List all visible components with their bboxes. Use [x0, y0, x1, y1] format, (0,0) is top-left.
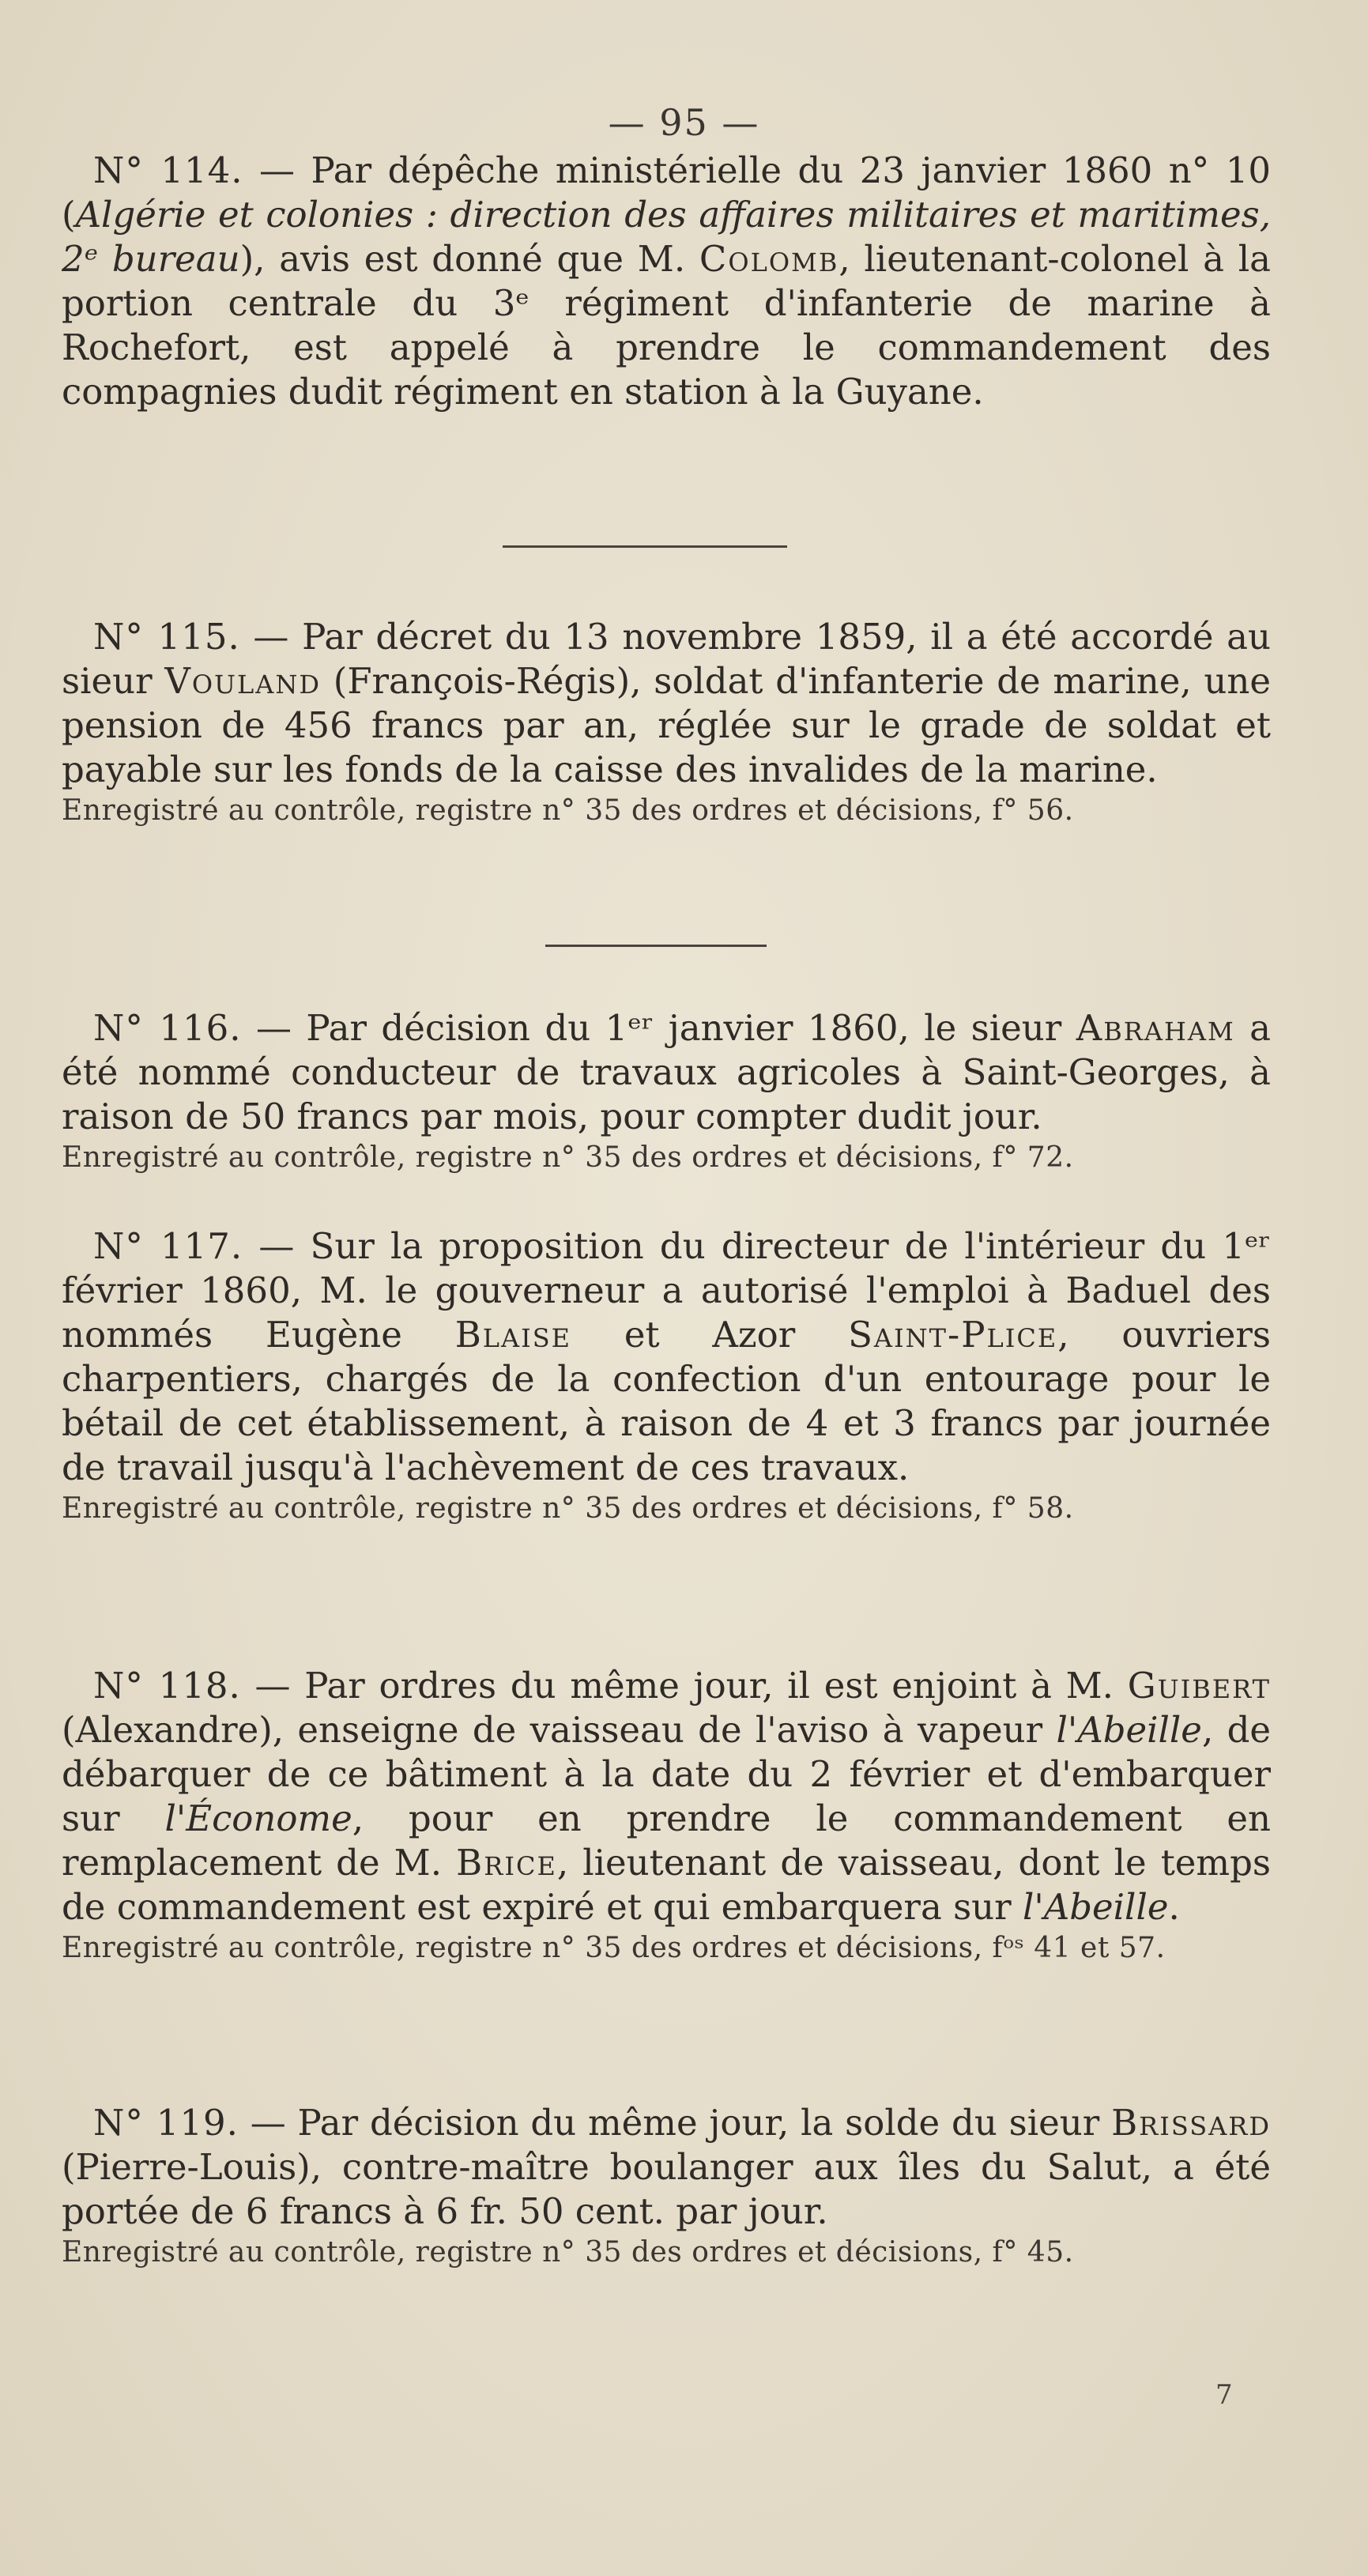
- entry-number: N° 115.: [93, 616, 240, 658]
- register-note: Enregistré au contrôle, registre n° 35 des ordres et décisions, f° 56.: [62, 794, 1074, 827]
- entry-text: N° 119. — Par décision du même jour, la solde du sieur Brissard (Pierre-Louis), contre-maître boulanger aux îles du Salut, a été portée de 6 francs à 6 fr. 50 cent. par jour.: [62, 2102, 1272, 2232]
- person-name: Blaise: [454, 1314, 572, 1356]
- separator-rule: [503, 545, 787, 548]
- bureau-reference: Algérie et colonies : direction des affaires militaires et maritimes, 2ᵉ bureau: [62, 194, 1271, 280]
- person-name: Colomb: [699, 238, 839, 280]
- register-note: Enregistré au contrôle, registre n° 35 des ordres et décisions, fᵒˢ 41 et 57.: [62, 1932, 1166, 1964]
- entry-number: N° 119.: [93, 2102, 239, 2144]
- entry-text: N° 116. — Par décision du 1ᵉʳ janvier 1860, le sieur Abraham a été nommé conducteur de travaux agricoles à Saint-Georges, à raison de 50 francs par mois, pour compter dudit jour.: [62, 1007, 1272, 1137]
- person-name: Abraham: [1076, 1007, 1235, 1049]
- page-number: — 95 —: [608, 101, 760, 144]
- entry-114: [62, 149, 1271, 414]
- entry-text: N° 114. — Par dépêche ministérielle du 23 janvier 1860 n° 10 (Algérie et colonies : direction des affaires militaires et maritimes, 2ᵉ bureau), avis est donné que M. Colomb, lieutenant-colonel à la portion centrale du 3ᵉ régiment d'infanterie de marine à Rochefort, est appelé à prendre le commandement des compagnies dudit régiment en station à la Guyane.: [62, 149, 1271, 413]
- entry-text: N° 115. — Par décret du 13 novembre 1859, il a été accordé au sieur Vouland (François-Régis), soldat d'infanterie de marine, une pension de 456 francs par an, réglée sur le grade de soldat et payable sur les fonds de la caisse des invalides de la marine.: [62, 616, 1271, 790]
- person-name: Vouland: [164, 660, 322, 702]
- entry-119: [62, 2101, 1271, 2272]
- entry-text: N° 117. — Sur la proposition du directeur de l'intérieur du 1ᵉʳ février 1860, M. le gouverneur a autorisé l'emploi à Baduel des nommés Eugène Blaise et Azor Saint-Plice, ouvriers charpentiers, chargés de la confection d'un entourage pour le bétail de cet établissement, à raison de 4 et 3 francs par journée de travail jusqu'à l'achèvement de ces travaux.: [62, 1225, 1272, 1488]
- entry-116: [62, 1006, 1271, 1177]
- person-name: Guibert: [1127, 1665, 1271, 1707]
- ship-name: l'Économe: [164, 1797, 352, 1839]
- entry-text: N° 118. — Par ordres du même jour, il est enjoint à M. Guibert (Alexandre), enseigne de vaisseau de l'aviso à vapeur l'Abeille, de débarquer de ce bâtiment à la date du 2 février et d'embarquer sur l'Économe, pour en prendre le commandement en remplacement de M. Brice, lieutenant de vaisseau, dont le temps de commandement est expiré et qui embarquera sur l'Abeille.: [62, 1665, 1272, 1928]
- entry-number: N° 114.: [93, 149, 243, 191]
- separator-rule: [545, 945, 767, 947]
- register-note: Enregistré au contrôle, registre n° 35 des ordres et décisions, f° 45.: [62, 2236, 1074, 2269]
- person-name: Brissard: [1111, 2102, 1272, 2144]
- person-name: Brice: [456, 1842, 557, 1884]
- entry-118: [62, 1664, 1271, 1967]
- entry-117: [62, 1224, 1271, 1528]
- entry-number: N° 116.: [93, 1007, 242, 1049]
- person-name: Saint-Plice: [848, 1314, 1058, 1356]
- ship-name: l'Abeille: [1056, 1709, 1202, 1751]
- entry-number: N° 117.: [93, 1225, 243, 1267]
- register-note: Enregistré au contrôle, registre n° 35 des ordres et décisions, f° 72.: [62, 1141, 1074, 1174]
- register-note: Enregistré au contrôle, registre n° 35 des ordres et décisions, f° 58.: [62, 1492, 1074, 1525]
- ship-name: l'Abeille: [1022, 1886, 1169, 1928]
- entry-number: N° 118.: [93, 1665, 241, 1707]
- entry-115: [62, 615, 1271, 830]
- signature-mark: 7: [1215, 2379, 1233, 2411]
